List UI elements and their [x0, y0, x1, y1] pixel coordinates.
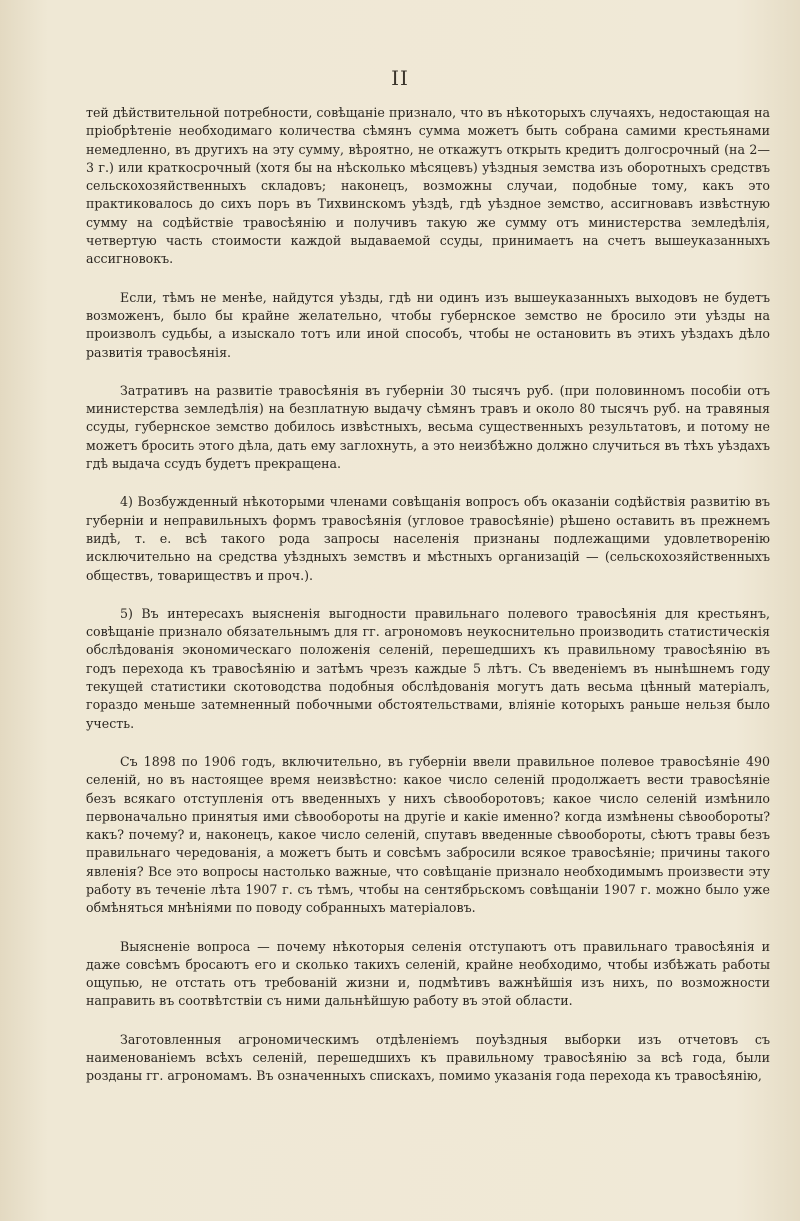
paragraph-8: Заготовленныя агрономическимъ отдѣленіемъ поуѣздныя выборки изъ отчетовъ съ наименованіемъ всѣхъ селеній, перешедшихъ къ правильному травосѣянію за всѣ года, были розданы гг. агрономамъ. Въ означенныхъ спискахъ, помимо указанія года перехода къ травосѣянію, — [86, 1031, 770, 1084]
paragraph-6: Съ 1898 по 1906 годъ, включительно, въ губерніи ввели правильное полевое травосѣяніе 490 селеній, но въ настоящее время неизвѣстно: какое число селеній продолжаетъ вести травосѣяніе безъ всякаго отступленія отъ введенныхъ у нихъ сѣвооборотовъ; какое число селеній измѣнило первоначально принятыя ими сѣвообороты на другіе и какіе именно? когда измѣнены сѣвообороты? какъ? почему? и, наконецъ, какое число селеній, спутавъ введенные сѣвообороты, сѣютъ травы безъ правильнаго чередованія, а можетъ быть и совсѣмъ забросили всякое травосѣяніе; причины такого явленія? Все это вопросы настолько важные, что совѣщаніе признало необходимымъ произвести эту работу въ теченіе лѣта 1907 г. съ тѣмъ, чтобы на сентябрьскомъ совѣщаніи 1907 г. можно было уже обмѣняться мнѣніями по поводу собранныхъ матеріаловъ. — [86, 753, 770, 916]
page-number: II — [391, 66, 409, 90]
paragraph-item-5: 5) Въ интересахъ выясненія выгодности правильнаго полевого травосѣянія для крестьянъ, совѣщаніе признало обязательнымъ для гг. агрономовъ неукоснительно производить статистическія обслѣдованія экономическаго положенія селеній, перешедшихъ къ правильному травосѣянію въ годъ перехода къ травосѣянію и затѣмъ чрезъ каждые 5 лѣтъ. Съ введеніемъ въ нынѣшнемъ году текущей статистики скотоводства подобныя обслѣдованія могутъ дать весьма цѣнный матеріалъ, гораздо меньше затемненный побочными обстоятельствами, вліяніе которыхъ раньше нельзя было учесть. — [86, 605, 770, 731]
paragraph-3: Затративъ на развитіе травосѣянія въ губерніи 30 тысячъ руб. (при половинномъ пособіи отъ министерства земледѣлія) на безплатную выдачу сѣмянъ травъ и около 80 тысячъ руб. на травяныя ссуды, губернское земство добилось извѣстныхъ, весьма существенныхъ результатовъ, и потому не можетъ бросить этого дѣла, дать ему заглохнуть, а это неизбѣжно должно случиться въ тѣхъ уѣздахъ гдѣ выдача ссудъ будетъ прекращена. — [86, 382, 770, 472]
paragraph-item-4: 4) Возбужденный нѣкоторыми членами совѣщанія вопросъ объ оказаніи содѣйствія развитію въ губерніи и неправильныхъ формъ травосѣянія (угловое травосѣяніе) рѣшено оставить въ прежнемъ видѣ, т. е. всѣ такого рода запросы населенія признаны подлежащими удовлетворенію исключительно на средства уѣздныхъ земствъ и мѣстныхъ организацій — (сельскохозяйственныхъ обществъ, товариществъ и проч.). — [86, 494, 770, 583]
paragraph-2: Если, тѣмъ не менѣе, найдутся уѣзды, гдѣ ни одинъ изъ вышеуказанныхъ выходовъ не будетъ возможенъ, было бы крайне желательно, чтобы губернское земство не бросило эти уѣзды на произволъ судьбы, а изыскало тотъ или иной способъ, чтобы не остановить въ этихъ уѣздахъ дѣло развитія травосѣянія. — [86, 289, 770, 360]
paragraph-7: Выясненіе вопроса — почему нѣкоторыя селенія отступаютъ отъ правильнаго травосѣянія и даже совсѣмъ бросаютъ его и сколько такихъ селеній, крайне необходимо, чтобы избѣжать работы ощупью, не отстать отъ требованій жизни и, подмѣтивъ важнѣйшія изъ нихъ, по возможности направить въ соотвѣтствіи съ ними дальнѣйшую работу въ этой области. — [86, 938, 770, 1009]
paragraph-1: тей дѣйствительной потребности, совѣщаніе признало, что въ нѣкоторыхъ случаяхъ, недостающая на пріобрѣтеніе необходимаго количества сѣмянъ сумма можетъ быть собрана самими крестьянами немедленно, въ другихъ на эту сумму, вѣроятно, не откажутъ открыть кредитъ долгосрочный (на 2—3 г.) или краткосрочный (хотя бы на нѣсколько мѣсяцевъ) уѣздныя земства изъ оборотныхъ средствъ сельскохозяйственныхъ складовъ; наконецъ, возможны случаи, подобные тому, какъ это практиковалось до сихъ поръ въ Тихвинскомъ уѣздѣ, гдѣ уѣздное земство, ассигновавъ извѣстную сумму на содѣйствіе травосѣянію и получивъ такую же сумму отъ министерства земледѣлія, четвертую часть стоимости каждой выдаваемой ссуды, принимаетъ на счетъ вышеуказанныхъ ассигновокъ. — [86, 105, 770, 267]
